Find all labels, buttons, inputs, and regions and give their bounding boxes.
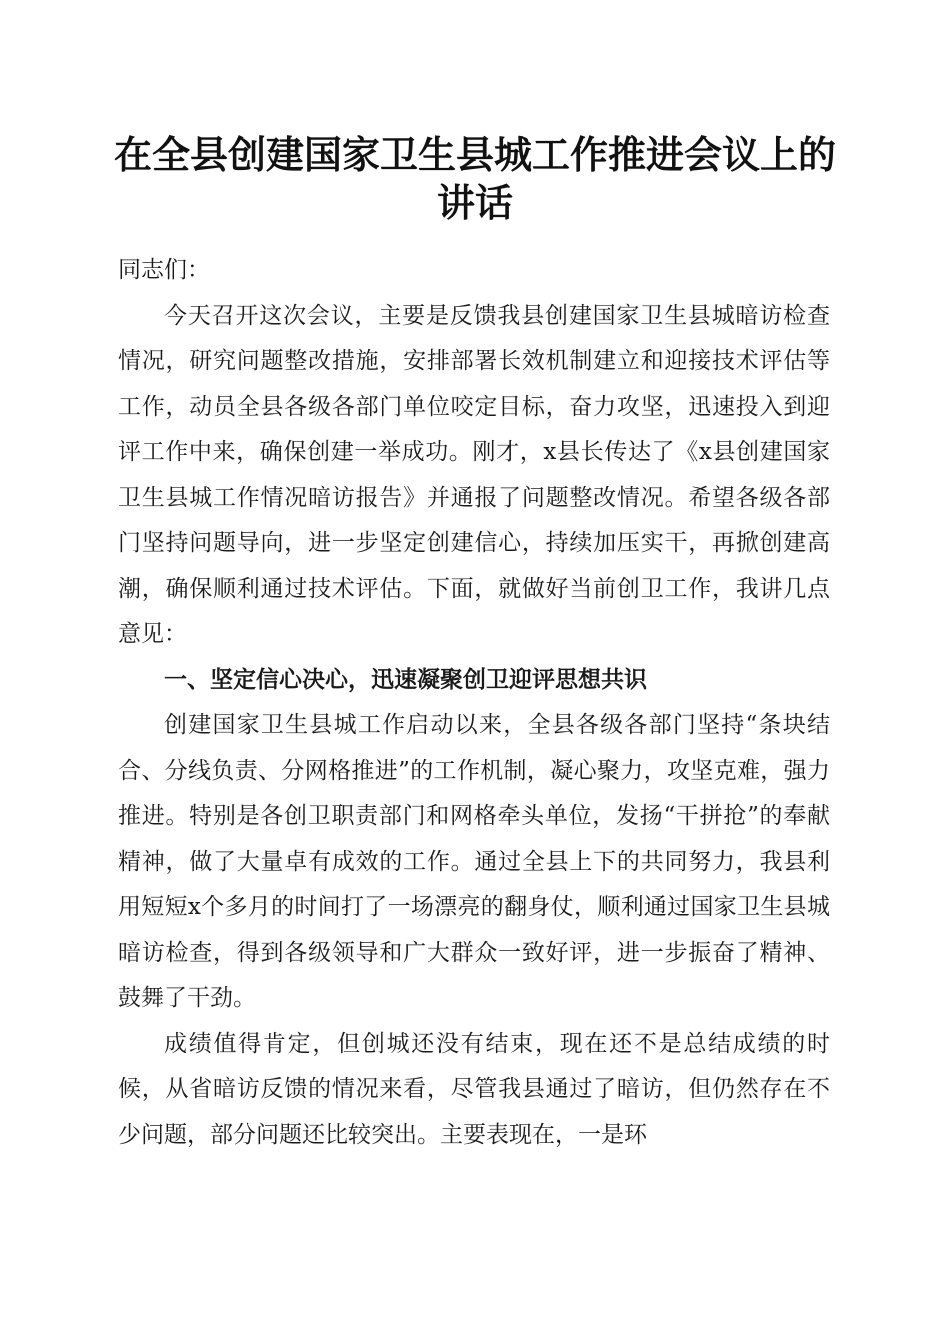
paragraph-problems: 成绩值得肯定，但创城还没有结束，现在还不是总结成绩的时候，从省暗访反馈的情况来看，尽管我县通过了暗访，但仍然存在不少问题，部分问题还比较突出。主要表现在，一是环 — [118, 1030, 830, 1148]
salutation: 同志们： — [118, 257, 210, 283]
paragraph-achievements: 创建国家卫生县城工作启动以来，全县各级各部门坚持“条块结合、分线负责、分网格推进”的工作机制，凝心聚力，攻坚克难，强力推进。特别是各创卫职责部门和网格牵头单位，发扬“干拼抢”的奉献精神，做了大量卓有成效的工作。通过全县上下的共同努力，我县利用短短x个多月的时间打了一场漂亮的翻身仗，顺利通过国家卫生县城暗访检查，得到各级领导和广大群众一致好评，进一步振奋了精神、鼓舞了干劲。 — [118, 712, 830, 1011]
paragraph-intro: 今天召开这次会议，主要是反馈我县创建国家卫生县城暗访检查情况，研究问题整改措施，安排部署长效机制建立和迎接技术评估等工作，动员全县各级各部门单位咬定目标，奋力攻坚，迅速投入到迎评工作中来，确保创建一举成功。刚才，x县长传达了《x县创建国家卫生县城工作情况暗访报告》并通报了问题整改情况。希望各级各部门坚持问题导向，进一步坚定创建信心，持续加压实干，再掀创建高潮，确保顺利通过技术评估。下面，就做好当前创卫工作，我讲几点意见： — [118, 302, 830, 647]
document-title: 在全县创建国家卫生县城工作推进会议上的讲话 — [113, 132, 836, 225]
section-heading-1: 一、坚定信心决心，迅速凝聚创卫迎评思想共识 — [164, 666, 647, 693]
document-body — [118, 248, 830, 1158]
